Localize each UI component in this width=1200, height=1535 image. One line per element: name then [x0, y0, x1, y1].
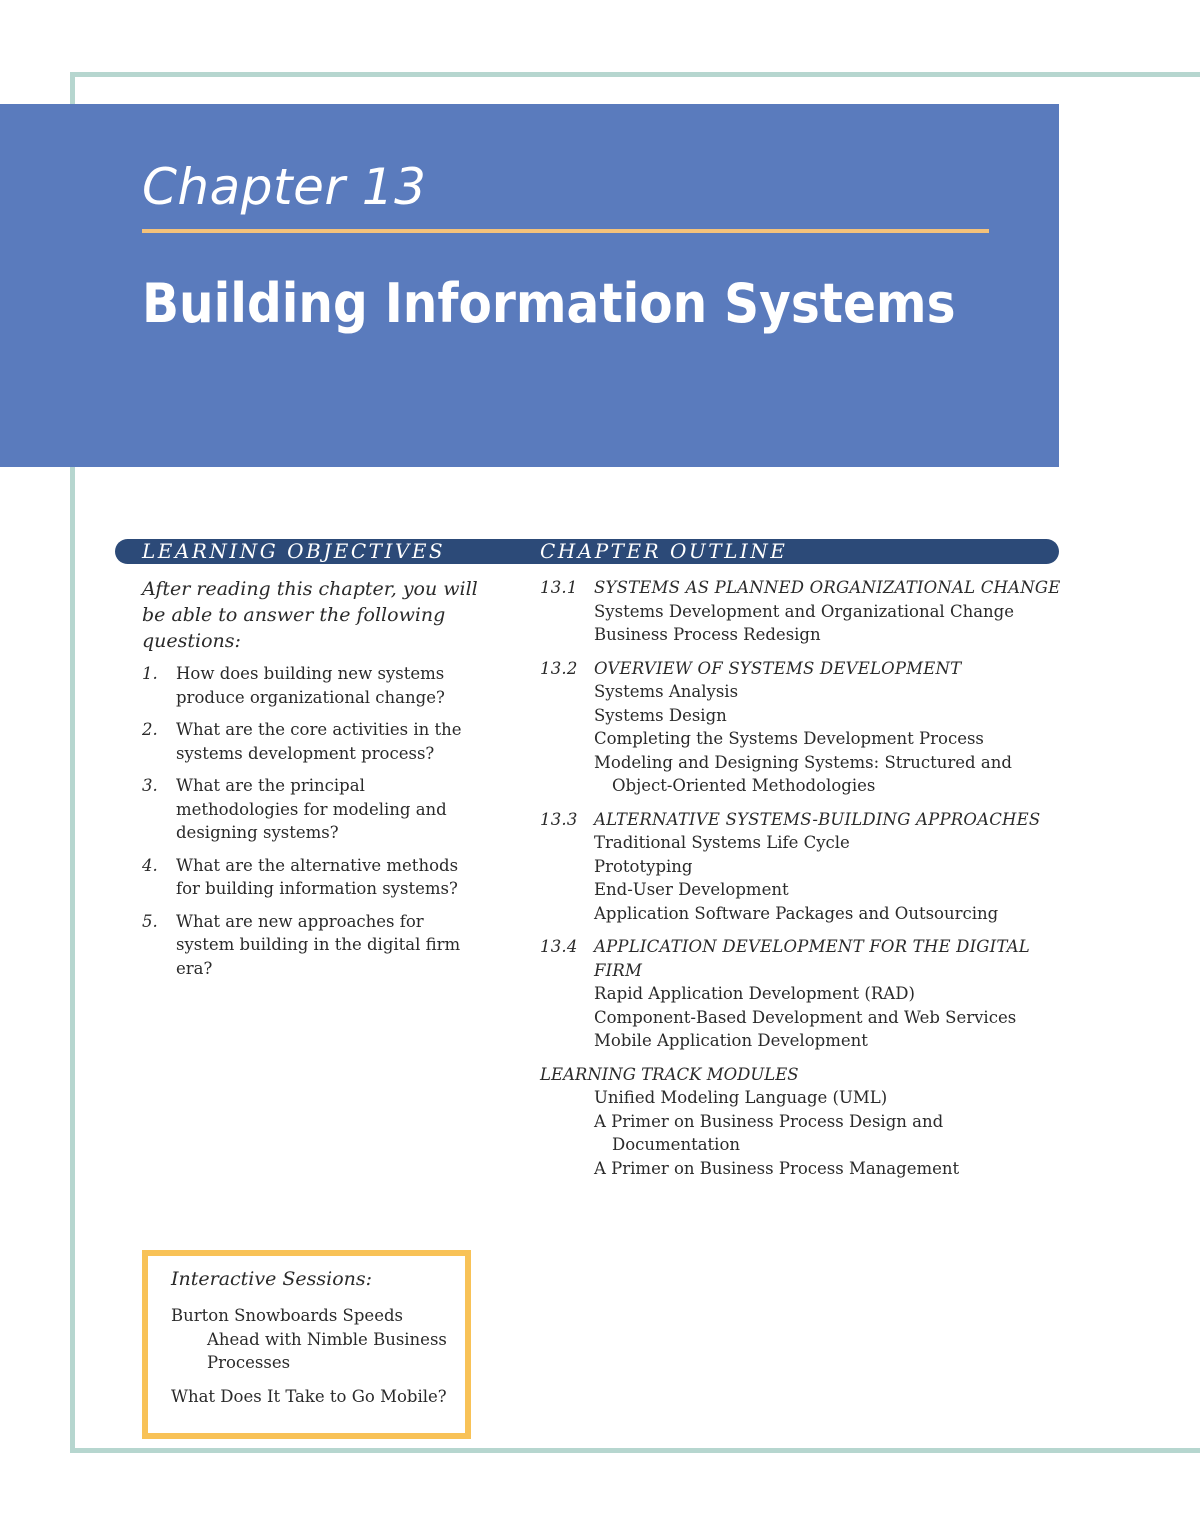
outline-subitem: Business Process Redesign [594, 625, 821, 644]
outline-subitem: Systems Design [594, 705, 727, 725]
learning-track-item: Unified Modeling Language (UML) [594, 1088, 888, 1107]
outline-subitem: Systems Analysis [594, 682, 739, 701]
outline-subitem: Application Software Packages and Outsourcing [594, 903, 999, 923]
objective-number: 2. [142, 720, 158, 739]
objective-text: How does building new systems produce organizational change? [176, 664, 445, 707]
chapter-title: Building Information Systems [142, 272, 956, 335]
learning-objectives-heading: LEARNING OBJECTIVES [142, 539, 446, 563]
learning-tracks-title: LEARNING TRACK MODULES [540, 1064, 799, 1084]
objective-item [142, 774, 487, 845]
interactive-session-item: What Does It Take to Go Mobile? [171, 1386, 447, 1406]
outline-section-heading [540, 935, 1070, 982]
outline-section-title: OVERVIEW OF SYSTEMS DEVELOPMENT [594, 658, 962, 678]
outline-subitem: Prototyping [594, 856, 693, 876]
outline-subitem: Rapid Application Development (RAD) [594, 984, 915, 1003]
objective-number: 1. [142, 664, 158, 683]
objective-item [142, 718, 487, 765]
outline-section-number: 13.4 [540, 937, 578, 956]
chapter-rule [142, 229, 989, 233]
interactive-sessions-title: Interactive Sessions: [171, 1268, 373, 1290]
objective-item [142, 854, 487, 901]
outline-section-number: 13.2 [540, 658, 578, 678]
outline-subitem: Component-Based Development and Web Services [594, 1007, 1017, 1027]
outline-section-number: 13.1 [540, 578, 578, 597]
outline-section [540, 576, 1070, 647]
page-frame-top [70, 72, 1200, 77]
learning-track-item: A Primer on Business Process Management [594, 1158, 960, 1178]
objective-number: 3. [142, 776, 158, 795]
chapter-outline-heading: CHAPTER OUTLINE [540, 539, 788, 563]
outline-subitem: Traditional Systems Life Cycle [594, 833, 850, 852]
outline-subitem: Completing the Systems Development Process [594, 729, 984, 748]
objective-text: What are the core activities in the systems development process? [176, 720, 462, 763]
chapter-label: Chapter 13 [142, 158, 427, 216]
outline-subitem: Mobile Application Development [594, 1031, 868, 1050]
outline-section-heading [540, 657, 1070, 681]
interactive-sessions-list [171, 1304, 456, 1418]
objective-text: What are the alternative methods for building information systems? [176, 855, 459, 898]
outline-section [540, 808, 1070, 926]
outline-section-number: 13.3 [540, 809, 578, 829]
objective-item [142, 910, 487, 981]
objective-item [142, 662, 487, 709]
outline-section-heading [540, 576, 1070, 600]
outline-subitem: Modeling and Designing Systems: Structured and Object-Oriented Methodologies [594, 752, 1012, 795]
outline-section-heading [540, 808, 1070, 832]
objective-text: What are new approaches for system building in the digital firm era? [176, 911, 461, 978]
learning-tracks-section [540, 1063, 1070, 1181]
outline-subitem: End-User Development [594, 880, 789, 899]
outline-subitem: Systems Development and Organizational Change [594, 601, 1015, 621]
learning-track-item: A Primer on Business Process Design and Documentation [594, 1111, 944, 1154]
outline-section [540, 935, 1070, 1053]
learning-objectives-intro: After reading this chapter, you will be able to answer the following questions: [142, 578, 478, 652]
interactive-sessions-box [142, 1250, 471, 1439]
learning-objectives-list [142, 662, 487, 989]
objective-text: What are the principal methodologies for modeling and designing systems? [176, 776, 447, 842]
outline-section-title: ALTERNATIVE SYSTEMS-BUILDING APPROACHES [594, 809, 1041, 829]
chapter-outline [540, 576, 1070, 1190]
outline-section [540, 657, 1070, 798]
objective-number: 4. [142, 855, 158, 875]
page-frame-bottom [70, 1448, 1200, 1453]
outline-section-title: APPLICATION DEVELOPMENT FOR THE DIGITAL FIRM [594, 937, 1030, 980]
objective-number: 5. [142, 911, 158, 931]
outline-section-title: SYSTEMS AS PLANNED ORGANIZATIONAL CHANGE [594, 578, 1061, 597]
interactive-session-item: Burton Snowboards Speeds Ahead with Nimble Business Processes [171, 1306, 447, 1372]
